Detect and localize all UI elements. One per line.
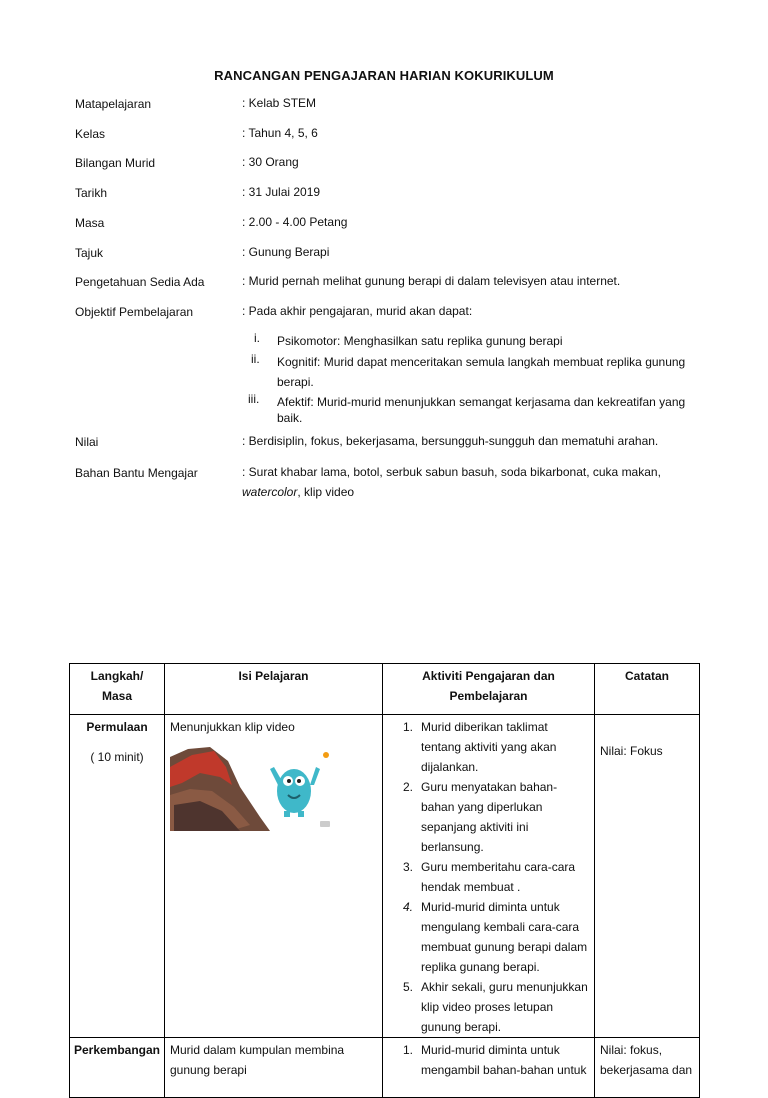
- info-value: : Berdisiplin, fokus, bekerjasama, bersungguh-sungguh dan mematuhi arahan.: [242, 434, 659, 448]
- info-key: Bahan Bantu Mengajar: [75, 466, 198, 480]
- objective-text: Psikomotor: Menghasilkan satu replika gunung berapi: [277, 334, 563, 348]
- step-name: Permulaan: [86, 720, 148, 734]
- content-text: Menunjukkan klip video: [170, 720, 295, 734]
- table-row: [70, 715, 700, 1038]
- activity-item: 3. Guru memberitahu cara-cara hendak membuat .: [403, 860, 576, 894]
- cell-activities: [383, 1038, 595, 1098]
- page-title: RANCANGAN PENGAJARAN HARIAN KOKURIKULUM: [214, 68, 554, 83]
- header-content: Isi Pelajaran: [165, 664, 383, 715]
- header-notes: Catatan: [595, 664, 700, 715]
- cell-notes: Nilai: Fokus: [595, 715, 700, 1038]
- cell-step: [70, 715, 165, 1038]
- objective-text: Kognitif: Murid dapat menceritakan semula langkah membuat replika gunung berapi.: [277, 355, 686, 389]
- activity-list: [383, 1040, 589, 1080]
- info-key: Bilangan Murid: [75, 156, 156, 170]
- activity-item: 4. Murid-murid diminta untuk mengulang kembali cara-cara membuat gunung berapi dalam replika gunang berapi.: [403, 900, 588, 974]
- header-activities: Aktiviti Pengajaran dan Pembelajaran: [383, 664, 595, 715]
- table-row: [70, 1038, 700, 1098]
- info-value: : Murid pernah melihat gunung berapi di dalam televisyen atau internet.: [242, 274, 621, 288]
- cell-activities: [383, 715, 595, 1038]
- info-value: : 2.00 - 4.00 Petang: [242, 215, 348, 229]
- info-value: : 31 Julai 2019: [242, 185, 321, 199]
- activity-item: 5. Akhir sekali, guru menunjukkan klip video proses letupan gunung berapi.: [403, 980, 588, 1034]
- activity-item: 2. Guru menyatakan bahan-bahan yang diperlukan sepanjang aktiviti ini berlansung.: [403, 780, 558, 854]
- info-key: Masa: [75, 216, 105, 230]
- objective-number: iii.: [248, 392, 260, 406]
- info-value: : 30 Orang: [242, 155, 299, 169]
- activity-item: 1. Murid-murid diminta untuk mengambil bahan-bahan untuk: [403, 1043, 587, 1077]
- info-value: [242, 462, 682, 502]
- teaching-aids-italic: watercolor: [242, 485, 298, 499]
- info-value: : Tahun 4, 5, 6: [242, 126, 318, 140]
- teaching-aids-line1: : Surat khabar lama, botol, serbuk sabun basuh, soda bikarbonat, cuka makan,: [242, 465, 661, 479]
- info-key: Objektif Pembelajaran: [75, 305, 194, 319]
- objective-number: ii.: [251, 352, 260, 366]
- activity-item: 1. Murid diberikan taklimat tentang aktiviti yang akan dijalankan.: [403, 720, 557, 774]
- objective-text: Afektif: Murid-murid menunjukkan semangat kerjasama dan kekreatifan yang baik.: [277, 395, 686, 425]
- info-value: : Gunung Berapi: [242, 245, 330, 259]
- info-key: Pengetahuan Sedia Ada: [75, 275, 205, 289]
- teaching-aids-rest: , klip video: [297, 485, 355, 499]
- header-step-time: Langkah/ Masa: [70, 664, 165, 715]
- table-header-row: [70, 664, 700, 715]
- cell-step: Perkembangan: [70, 1038, 165, 1098]
- lesson-table: [69, 663, 700, 1098]
- info-value: : Pada akhir pengajaran, murid akan dapat:: [242, 304, 473, 318]
- objective-number: i.: [254, 331, 260, 345]
- cell-content: Murid dalam kumpulan membina gunung berapi: [165, 1038, 383, 1098]
- info-key: Nilai: [75, 435, 99, 449]
- step-time: ( 10 minit): [90, 750, 144, 764]
- volcano-video-thumbnail: [170, 747, 334, 831]
- info-key: Tarikh: [75, 186, 108, 200]
- info-value: : Kelab STEM: [242, 96, 317, 110]
- cell-notes: Nilai: fokus, bekerjasama dan: [595, 1038, 700, 1098]
- cell-content: [165, 715, 383, 1038]
- activity-list: [383, 717, 589, 1037]
- info-key: Matapelajaran: [75, 97, 152, 111]
- info-key: Kelas: [75, 127, 106, 141]
- info-key: Tajuk: [75, 246, 104, 260]
